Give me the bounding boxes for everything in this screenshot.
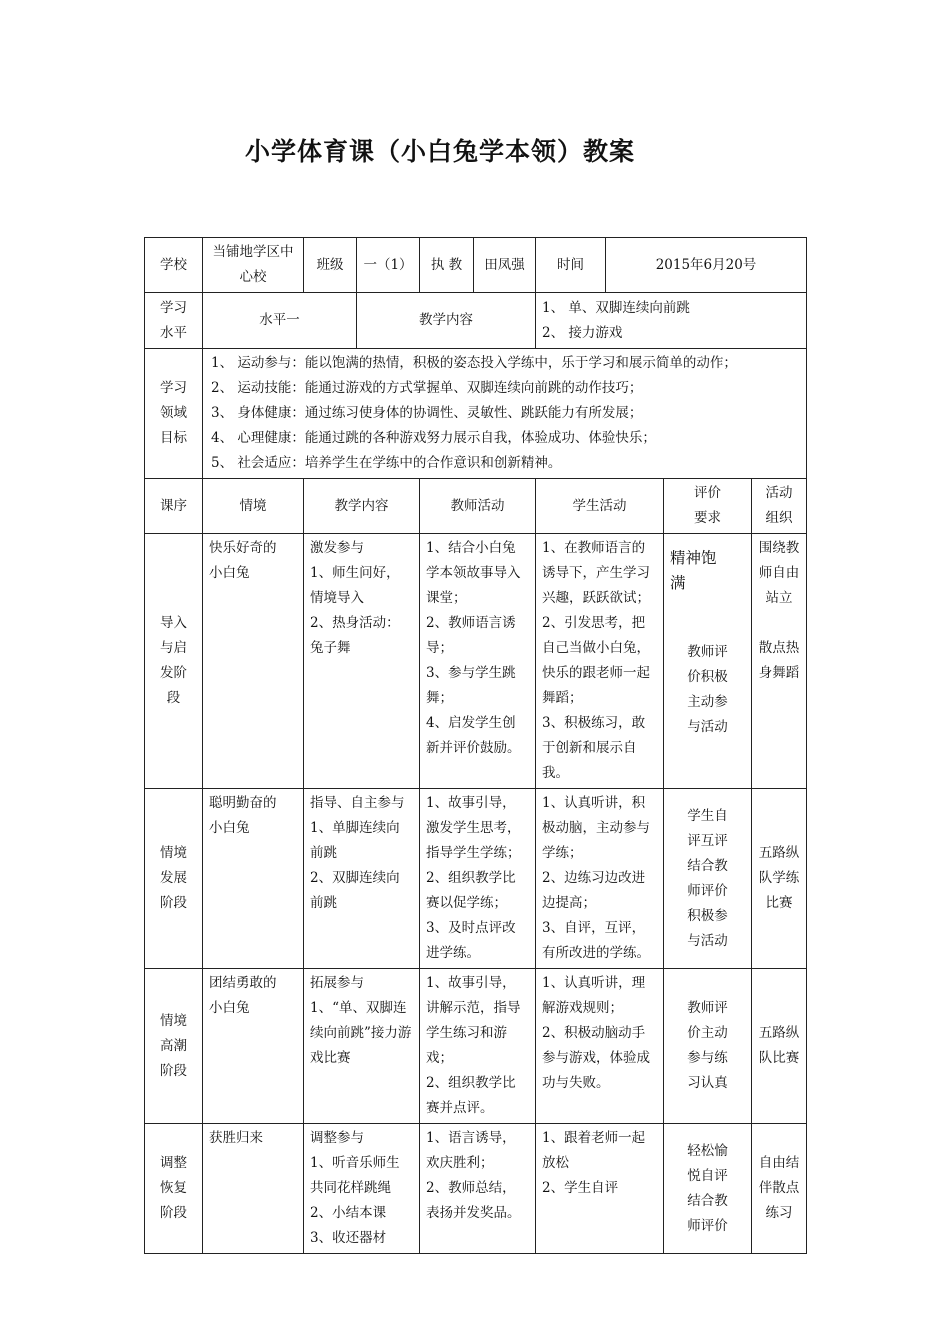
content-cell: 指导、自主参与 1、单脚连续向前跳 2、双脚连续向前跳 (304, 789, 420, 969)
columns-row (145, 479, 807, 534)
lesson-plan-table (144, 237, 807, 1254)
content-value: 1、 单、双脚连续向前跳 2、 接力游戏 (536, 293, 807, 349)
table-row (145, 969, 807, 1124)
evaluation-cell: 教师评 价主动 参与练 习认真 (664, 969, 752, 1124)
table-row (145, 789, 807, 969)
table-row (145, 1124, 807, 1254)
column-header: 教师活动 (420, 479, 536, 534)
student-activity-cell: 1、认真听讲，积极动脑，主动参与学练； 2、边练习边改进边提高； 3、自评，互评，有所改进的学练。 (536, 789, 664, 969)
column-header: 情境 (203, 479, 304, 534)
organization-cell: 围绕教 师自由 站立 散点热 身舞蹈 (752, 534, 807, 789)
evaluation-cell: 学生自 评互评 结合教 师评价 积极参 与活动 (664, 789, 752, 969)
column-header: 课序 (145, 479, 203, 534)
stage-cell: 情境 高潮 阶段 (145, 969, 203, 1124)
organization-cell: 五路纵 队比赛 (752, 969, 807, 1124)
content-label: 教学内容 (357, 293, 536, 349)
scene-cell: 聪明勤奋的 小白兔 (203, 789, 304, 969)
teacher-activity-cell: 1、语言诱导，欢庆胜利； 2、教师总结，表扬并发奖品。 (420, 1124, 536, 1254)
column-header: 教学内容 (304, 479, 420, 534)
evaluation-cell: 轻松愉 悦自评 结合教 师评价 (664, 1124, 752, 1254)
class-value: 一（1） (357, 238, 420, 293)
scene-cell: 获胜归来 (203, 1124, 304, 1254)
stage-cell: 调整 恢复 阶段 (145, 1124, 203, 1254)
organization-cell: 五路纵 队学练 比赛 (752, 789, 807, 969)
evaluation-bottom: 教师评 价积极 主动参 与活动 (687, 644, 728, 735)
student-activity-cell: 1、跟着老师一起放松 2、学生自评 (536, 1124, 664, 1254)
scene-cell: 快乐好奇的 小白兔 (203, 534, 304, 789)
content-cell: 激发参与 1、师生问好，情境导入 2、热身活动：兔子舞 (304, 534, 420, 789)
goals-label: 学习 领域 目标 (145, 349, 203, 479)
teacher-label: 执 教 (420, 238, 474, 293)
goals-row (145, 349, 807, 479)
level-label: 学习 水平 (145, 293, 203, 349)
scene-cell: 团结勇敢的 小白兔 (203, 969, 304, 1124)
content-cell: 拓展参与 1、“单、双脚连续向前跳”接力游戏比赛 (304, 969, 420, 1124)
student-activity-cell: 1、在教师语言的诱导下，产生学习兴趣，跃跃欲试； 2、引发思考，把自己当做小白兔，快乐的跟老师一起舞蹈； 3、积极练习，敢于创新和展示自我。 (536, 534, 664, 789)
level-value: 水平一 (203, 293, 357, 349)
column-header: 活动 组织 (752, 479, 807, 534)
time-value: 2015年6月20号 (606, 238, 807, 293)
stage-cell: 情境 发展 阶段 (145, 789, 203, 969)
school-value: 当铺地学区中心校 (203, 238, 304, 293)
column-header: 学生活动 (536, 479, 664, 534)
stage-cell: 导入 与启 发阶 段 (145, 534, 203, 789)
column-header: 评价 要求 (664, 479, 752, 534)
level-row (145, 293, 807, 349)
goals-text: 1、 运动参与：能以饱满的热情，积极的姿态投入学练中，乐于学习和展示简单的动作； 2、 运动技能：能通过游戏的方式掌握单、双脚连续向前跳的动作技巧； 3、 身体健康：通过练习使身体的协调性、灵敏性、跳跃能力有所发展； 4、 心理健康：能通过跳的各种游戏努力展示自我，体验成功、体验快乐； 5、 社会适应：培养学生在学练中的合作意识和创新精神。 (203, 349, 807, 479)
teacher-value: 田凤强 (474, 238, 536, 293)
class-label: 班级 (304, 238, 357, 293)
student-activity-cell: 1、认真听讲，理解游戏规则； 2、积极动脑动手参与游戏，体验成功与失败。 (536, 969, 664, 1124)
page-title: 小学体育课（小白兔学本领）教案 (244, 137, 635, 166)
time-label: 时间 (536, 238, 606, 293)
table-row (145, 534, 807, 789)
header-row (145, 238, 807, 293)
evaluation-cell (664, 534, 752, 789)
evaluation-top: 精神饱 满 (670, 549, 717, 592)
teacher-activity-cell: 1、故事引导，讲解示范，指导学生练习和游戏； 2、组织教学比赛并点评。 (420, 969, 536, 1124)
teacher-activity-cell: 1、结合小白兔学本领故事导入课堂； 2、教师语言诱导； 3、参与学生跳舞； 4、启发学生创新并评价鼓励。 (420, 534, 536, 789)
teacher-activity-cell: 1、故事引导，激发学生思考，指导学生学练； 2、组织教学比赛以促学练； 3、及时点评改进学练。 (420, 789, 536, 969)
content-cell: 调整参与 1、听音乐师生共同花样跳绳 2、小结本课 3、收还器材 (304, 1124, 420, 1254)
organization-cell: 自由结 伴散点 练习 (752, 1124, 807, 1254)
school-label: 学校 (145, 238, 203, 293)
